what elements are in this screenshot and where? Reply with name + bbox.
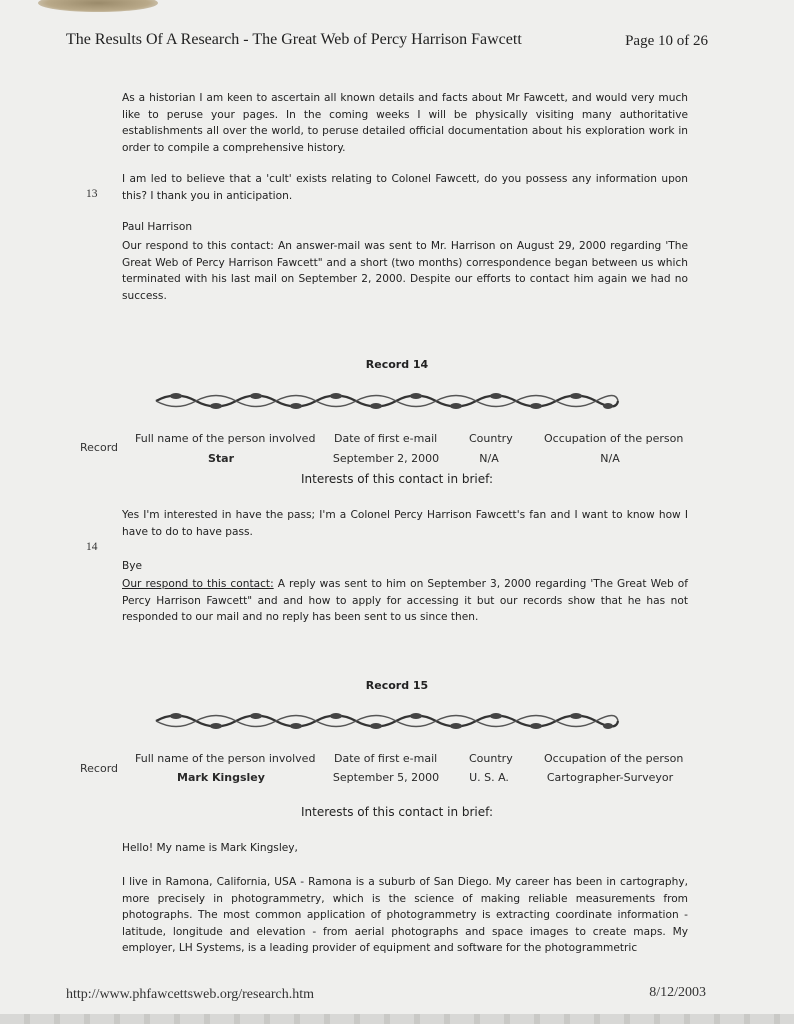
record14-paragraph-1: Yes I'm interested in have the pass; I'm a Colonel Percy Harrison Fawcett's fan and I want to know how I have to do to have pass. bbox=[122, 509, 688, 538]
record15-value-occupation: Cartographer-Surveyor bbox=[546, 771, 674, 784]
record14-header-date: Date of first e-mail bbox=[334, 432, 438, 445]
record14-respond bbox=[122, 576, 688, 626]
record15-header-date: Date of first e-mail bbox=[334, 752, 438, 765]
footer-url: http://www.phfawcettsweb.org/research.htm bbox=[66, 987, 315, 1002]
page-header-title: The Results Of A Research - The Great Web of Percy Harrison Fawcett bbox=[66, 31, 522, 48]
record15-header-country: Country bbox=[469, 752, 513, 765]
vine-divider-icon bbox=[152, 710, 622, 732]
record14-title: Record 14 bbox=[365, 358, 429, 371]
record14-side-label: Record bbox=[80, 441, 119, 454]
record13-respond: Our respond to this contact: An answer-mail was sent to Mr. Harrison on August 29, 2000 regarding 'The Great Web of Percy Harrison Fawcett" and a short (two months) correspondence began between us which terminated with his last mail on September 2, 2000. Despite our efforts to contact him again we had no success. bbox=[122, 240, 688, 302]
record14-value-country: N/A bbox=[479, 452, 499, 465]
record15-side-label: Record bbox=[80, 762, 119, 775]
page-number: Page 10 of 26 bbox=[625, 33, 708, 49]
row-number-13: 13 bbox=[86, 188, 98, 200]
record15-header-occupation: Occupation of the person bbox=[544, 752, 684, 765]
record15-value-date: September 5, 2000 bbox=[332, 771, 440, 784]
row-number-14: 14 bbox=[86, 541, 98, 553]
record14-respond-label: Our respond to this contact: bbox=[122, 578, 274, 590]
record14-header-occupation: Occupation of the person bbox=[544, 432, 684, 445]
record13-paragraph-2: I am led to believe that a 'cult' exists relating to Colonel Fawcett, do you possess any information upon this? I thank you in anticipation. bbox=[122, 173, 688, 202]
record15-interests-heading: Interests of this contact in brief: bbox=[301, 805, 493, 819]
record14-interests-heading: Interests of this contact in brief: bbox=[301, 472, 493, 486]
record13-signature: Paul Harrison bbox=[122, 221, 193, 233]
record15-paragraph-1: Hello! My name is Mark Kingsley, bbox=[122, 842, 298, 854]
record14-signature: Bye bbox=[122, 560, 143, 572]
record15-value-name: Mark Kingsley bbox=[177, 771, 265, 784]
record14-value-name: Star bbox=[207, 452, 235, 465]
record14-header-country: Country bbox=[469, 432, 513, 445]
record15-value-country: U. S. A. bbox=[469, 771, 509, 784]
scan-smudge bbox=[38, 0, 158, 12]
record13-paragraph-1: As a historian I am keen to ascertain all known details and facts about Mr Fawcett, and would very much like to peruse your pages. In the coming weeks I will be physically visiting many authoritative establishments all over the world, to peruse detailed official documentation about his exploration work in order to compile a comprehensive history. bbox=[122, 92, 688, 154]
record14-value-occupation: N/A bbox=[600, 452, 620, 465]
record14-value-date: September 2, 2000 bbox=[332, 452, 440, 465]
scan-bottom-edge bbox=[0, 1014, 794, 1024]
vine-divider-icon bbox=[152, 390, 622, 412]
footer-date: 8/12/2003 bbox=[649, 985, 706, 1000]
record15-header-name: Full name of the person involved bbox=[135, 752, 316, 765]
record14-header-name: Full name of the person involved bbox=[135, 432, 316, 445]
record15-title: Record 15 bbox=[365, 679, 429, 692]
record15-paragraph-2: I live in Ramona, California, USA - Ramona is a suburb of San Diego. My career has been in cartography, more precisely in photogrammetry, which is the science of making reliable measurements from photographs. The most common application of photogrammetry is extracting coordinate information - latitude, longitude and elevation - from aerial photographs and space images to create maps. My employer, LH Systems, is a leading provider of equipment and software for the photogrammetric bbox=[122, 876, 688, 955]
record14-respond-text: A reply was sent to him on September 3, 2000 regarding 'The Great Web of Percy Harrison Fawcett" and and how to apply for accessing it but our records show that he has not responded to our mail and no reply has been sent to us since then. bbox=[122, 578, 688, 624]
